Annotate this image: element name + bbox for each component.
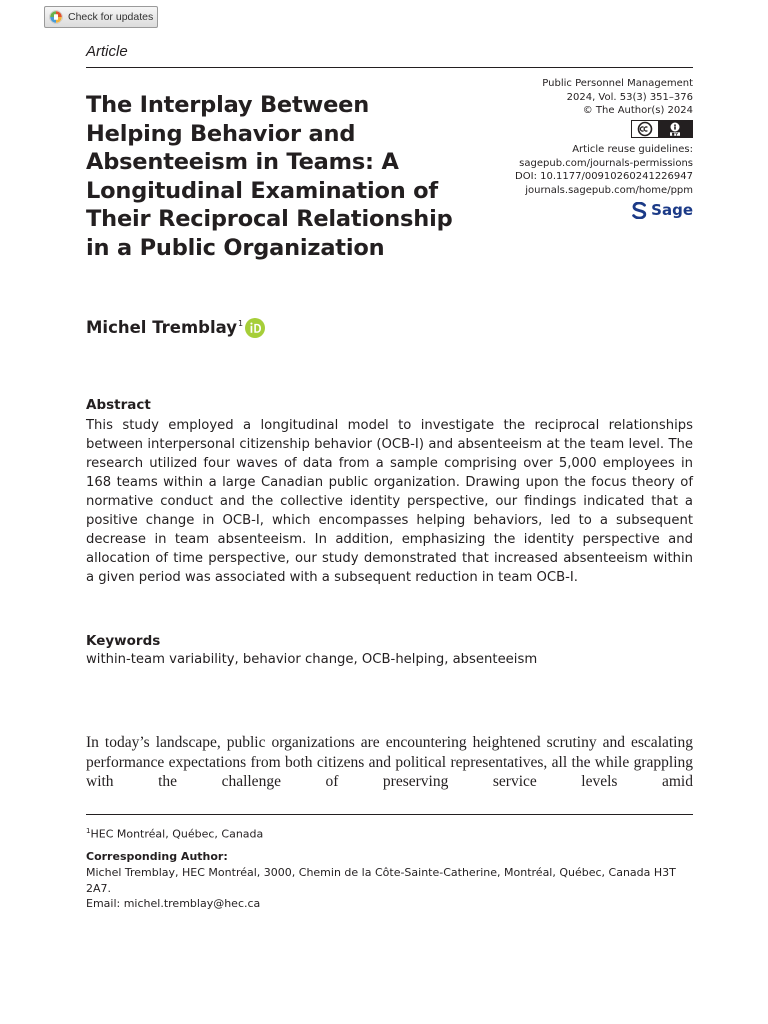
author-line [86, 318, 265, 338]
author-name: Michel Tremblay [86, 318, 238, 337]
keywords-text: within-team variability, behavior change, OCB-helping, absenteeism [86, 652, 538, 667]
copyright-notice: © The Author(s) 2024 [582, 105, 693, 116]
article-title [86, 91, 506, 262]
journal-homepage-link[interactable]: journals.sagepub.com/home/ppm [525, 184, 693, 196]
check-for-updates-button[interactable] [44, 6, 158, 28]
sage-s-icon [632, 202, 647, 219]
orcid-icon[interactable] [245, 318, 265, 338]
abstract-text: This study employed a longitudinal model to investigate the reciprocal relationships between interpersonal citizenship behavior (OCB-I) and absenteeism at the team level. The research utilized four waves of data from a sample comprising over 5,000 employees in 168 teams within a large Canadian public organization. Drawing upon the focus theory of normative conduct and the collective identity perspective, our findings indicated that a positive change in OCB-I, which encompasses helping behaviors, led to a subsequent decrease in team absenteeism. In addition, emphasizing the identity perspective and allocation of time perspective, our study demonstrated that increased absenteeism within a given period was associated with a subsequent reduction in team OCB-I. [86, 418, 693, 585]
cc-by-icon[interactable] [631, 120, 693, 138]
title-line: Longitudinal Examination of [86, 177, 439, 204]
intro-paragraph: In today’s landscape, public organizations are encountering heightened scrutiny and escalating performance expectations from both citizens and political representatives, all the while grappling with the challenge of preserving service levels amid [86, 734, 693, 790]
check-updates-icon [49, 10, 63, 24]
affiliation-footnote-marker: 1 [86, 827, 91, 835]
publisher-name: Sage [651, 200, 693, 219]
corresponding-author-address: Michel Tremblay, HEC Montréal, 3000, Chemin de la Côte-Sainte-Catherine, Montréal, Québec, Canada H3T 2A7. [86, 866, 676, 895]
article-type-label: Article [86, 43, 128, 60]
sage-logo [632, 202, 693, 219]
corresponding-author-heading: Corresponding Author: [86, 850, 228, 863]
title-line: Absenteeism in Teams: A [86, 149, 399, 175]
title-line: Helping Behavior and [86, 120, 356, 147]
journal-volume: 2024, Vol. 53(3) 351–376 [566, 91, 693, 103]
title-line: in a Public Organization [86, 234, 385, 261]
affiliation-text: HEC Montréal, Québec, Canada [90, 827, 264, 841]
permissions-link[interactable]: sagepub.com/journals-permissions [519, 157, 693, 169]
corresponding-author-email[interactable]: Email: michel.tremblay@hec.ca [86, 897, 261, 910]
title-line: The Interplay Between [86, 92, 370, 118]
keywords-heading: Keywords [86, 633, 161, 649]
check-updates-label: Check for updates [68, 11, 154, 23]
journal-name: Public Personnel Management [542, 78, 693, 89]
journal-info [515, 77, 693, 224]
doi-link[interactable]: DOI: 10.1177/00910260241226947 [515, 171, 693, 182]
affiliation-footnote [86, 824, 263, 842]
header-divider [86, 67, 693, 68]
title-line: Their Reciprocal Relationship [86, 206, 453, 232]
reuse-label: Article reuse guidelines: [572, 144, 693, 155]
footnote-divider [86, 814, 693, 815]
abstract-heading: Abstract [86, 397, 151, 413]
reuse-guidelines [515, 143, 693, 197]
affiliation-marker: 1 [238, 319, 244, 328]
